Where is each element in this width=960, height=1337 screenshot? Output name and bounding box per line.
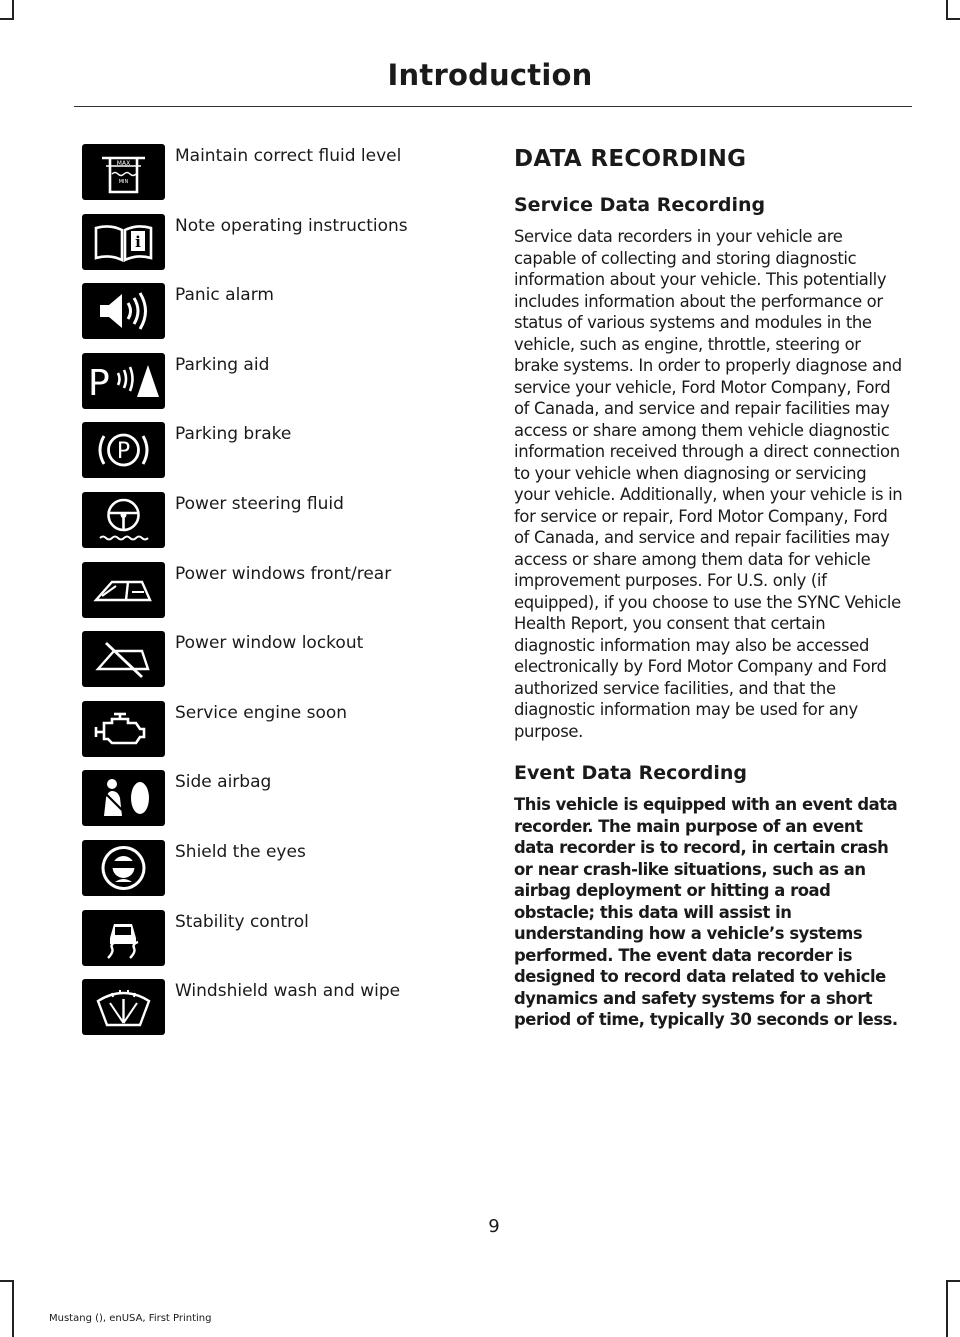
symbol-label: Parking brake [175,424,292,445]
symbol-row [82,701,442,771]
header-divider [74,106,912,107]
symbol-label: Maintain correct fluid level [175,146,402,166]
engine-icon [82,701,165,757]
symbol-label: Parking aid [175,354,270,375]
symbol-row [82,562,442,632]
stability-control-icon [82,910,165,966]
symbol-row [82,631,442,701]
parking-brake-icon [82,422,165,478]
symbol-row [82,283,442,353]
event-data-text: This vehicle is equipped with an event data recorder. The main purpose of an event data recorder is to record, in certain crash or near crash-like situations, such as an airbag deployment or hitting a road obstacle; this data will assist in understanding how a vehicle’s systems performed. The event data recorder is designed to record data related to vehicle dynamics and safety systems for a short period of time, typically 30 seconds or less. [514,795,898,1029]
symbol-row [82,979,442,1049]
owner-manual-icon [82,214,165,270]
page-number: 9 [488,1216,500,1237]
symbol-list [82,144,442,1049]
symbol-row [82,422,442,492]
svg-text:P: P [116,439,131,465]
symbol-label: Shield the eyes [175,841,306,862]
symbol-row [82,144,442,214]
service-data-title: Service Data Recording [514,194,766,216]
symbol-label: Power windows front/rear [175,563,392,584]
symbol-label: Panic alarm [175,285,274,306]
data-recording-section [514,146,906,1031]
symbol-row [82,840,442,910]
section-title: DATA RECORDING [514,146,747,172]
crop-mark [0,18,14,20]
service-data-text: Service data recorders in your vehicle are capable of collecting and storing diagnostic information about your vehicle. This potentially includes information about the performance or status of various systems and modules in the vehicle, such as engine, throttle, steering or brake systems. In order to properly diagnose and service your vehicle, Ford Motor Company, Ford of Canada, and service and repair facilities may access or share among them vehicle diagnostic information received through a direct connection to your vehicle when diagnosing or servicing your vehicle. Additionally, when your vehicle is in for service or repair, Ford Motor Company, Ford of Canada, and service and repair facilities may access or share among them data for vehicle improvement purposes. For U.S. only (if equipped), if you choose to use the SYNC Vehicle Health Report, you consent that certain diagnostic information may also be accessed electronically by Ford Motor Company and Ford authorized service facilities, and that the diagnostic information may be used for any purpose. [514,227,903,741]
page-header-title: Introduction [387,58,593,92]
symbol-row [82,910,442,980]
svg-text:MAX: MAX [116,160,131,167]
crop-mark [12,1280,14,1337]
symbol-label: Stability control [175,911,309,932]
symbol-row [82,353,442,423]
symbol-label: Note operating instructions [175,215,408,236]
windshield-washer-icon [82,979,165,1035]
crop-mark [946,0,948,20]
shield-eyes-icon [82,840,165,896]
window-lockout-icon [82,631,165,687]
parking-aid-icon [82,353,165,409]
steering-wheel-icon [82,492,165,548]
crop-mark [946,1280,948,1337]
crop-mark [946,18,960,20]
symbol-label: Windshield wash and wipe [175,981,401,1002]
symbol-label: Power steering fluid [175,493,344,514]
symbol-row [82,770,442,840]
side-airbag-icon [82,770,165,826]
symbol-row [82,492,442,562]
symbol-label: Power window lockout [175,633,364,654]
symbol-label: Service engine soon [175,702,348,723]
symbol-row [82,214,442,284]
speaker-icon [82,283,165,339]
footer-edition: Mustang (), enUSA, First Printing [49,1313,212,1324]
symbol-label: Side airbag [175,772,272,793]
crop-mark [946,1280,960,1282]
power-window-icon [82,562,165,618]
svg-text:i: i [135,232,141,251]
crop-mark [12,0,14,20]
crop-mark [0,1280,14,1282]
svg-text:MIN: MIN [118,179,129,185]
fluid-level-icon [82,144,165,200]
svg-text:P: P [88,362,110,404]
event-data-title: Event Data Recording [514,762,748,784]
